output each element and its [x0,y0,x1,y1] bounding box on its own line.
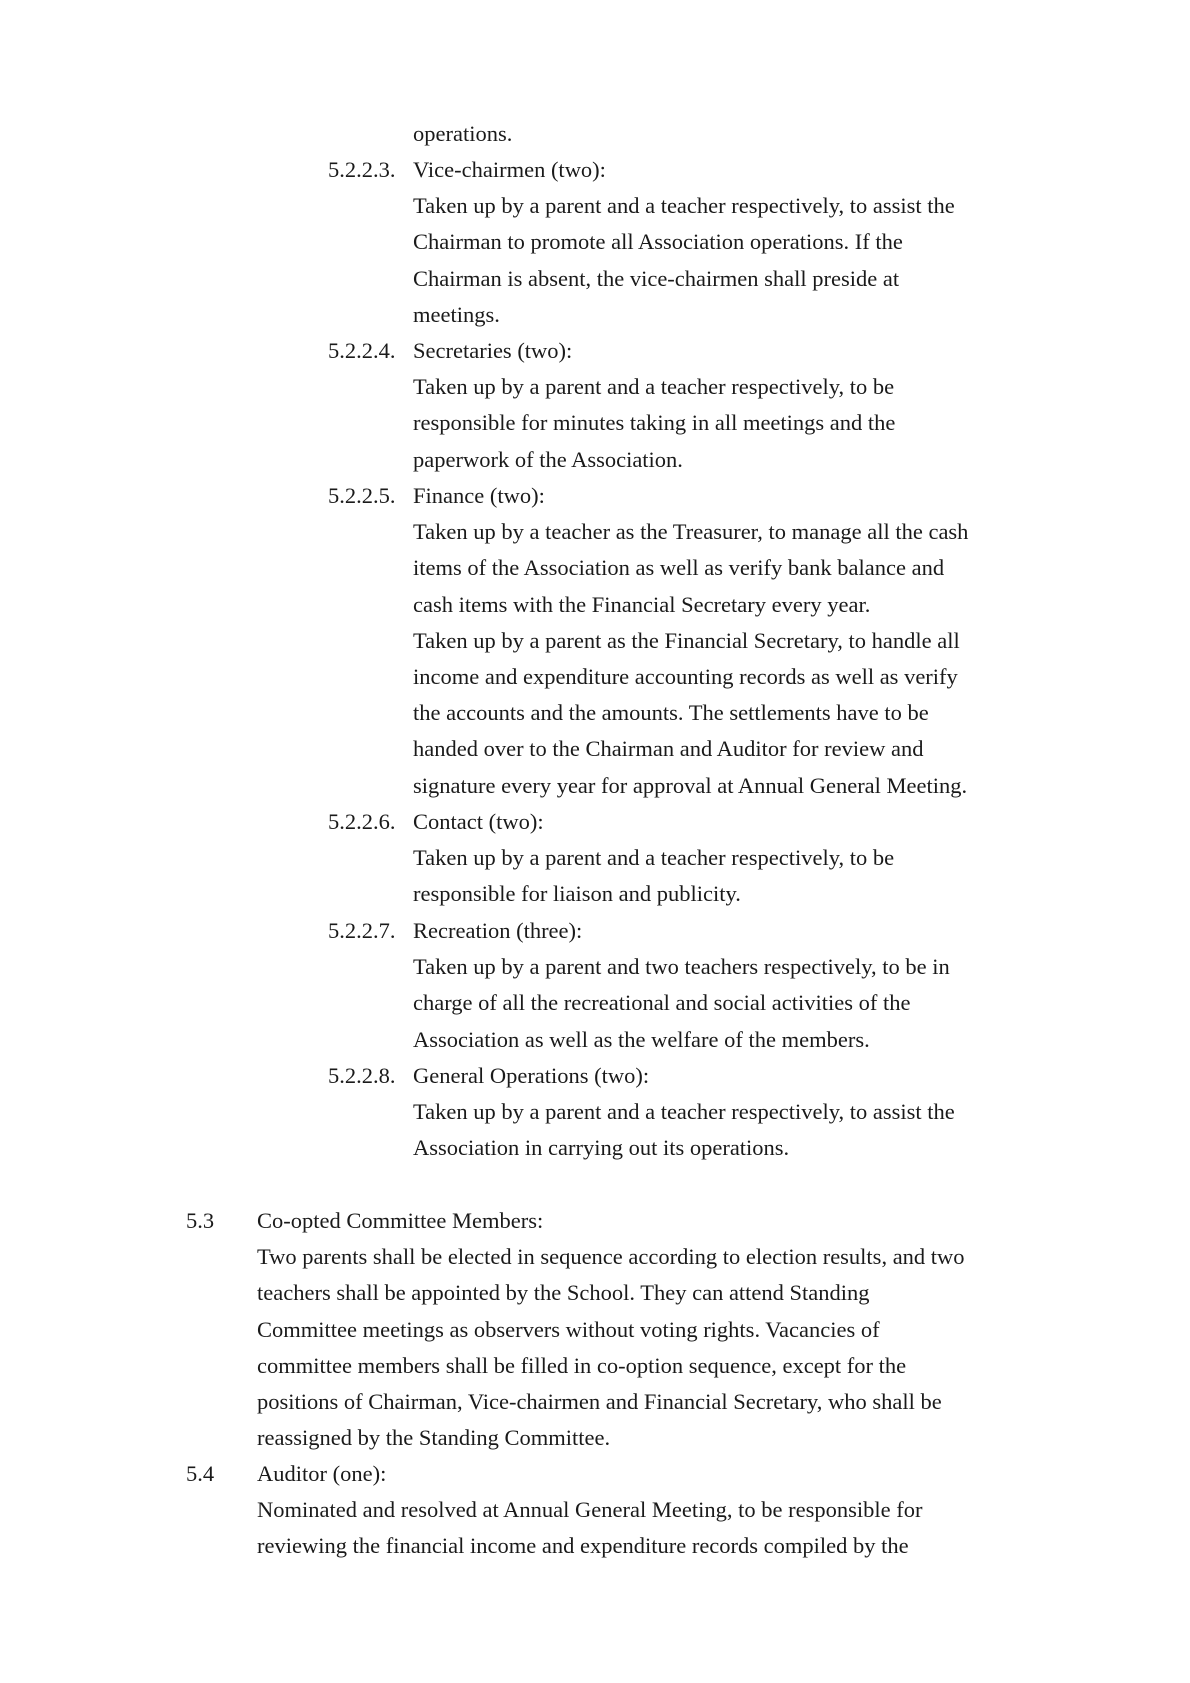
text-line: Taken up by a parent as the Financial Secretary, to handle all [413,627,960,653]
text-line: Chairman to promote all Association operations. If the [413,229,903,255]
text-line: items of the Association as well as verify bank balance and [413,555,945,581]
text-line: Taken up by a parent and a teacher respectively, to assist the [413,1099,955,1125]
text-line: Two parents shall be elected in sequence according to election results, and two [257,1244,965,1270]
text-line: responsible for minutes taking in all meetings and the [413,410,896,436]
subitem-heading: Recreation (three): [413,918,583,943]
text-line: Taken up by a parent and two teachers respectively, to be in [413,954,950,980]
text-line: Association as well as the welfare of the members. [413,1026,870,1052]
text-line: positions of Chairman, Vice-chairmen and Financial Secretary, who shall be [257,1388,942,1414]
text-line: reassigned by the Standing Committee. [257,1425,611,1451]
section-number: 5.3 [186,1208,215,1233]
subitem-number: 5.2.2.5. [328,483,396,508]
section-number: 5.4 [186,1461,215,1486]
section-heading: Co-opted Committee Members: [257,1208,544,1233]
text-line: Taken up by a parent and a teacher respectively, to be [413,374,895,400]
subitem-number: 5.2.2.4. [328,338,396,363]
text-line: handed over to the Chairman and Auditor for review and [413,736,924,762]
subitem-heading: General Operations (two): [413,1063,650,1088]
text-line: Nominated and resolved at Annual General Meeting, to be responsible for [257,1497,923,1523]
text-line: income and expenditure accounting records as well as verify [413,663,958,689]
text-line: reviewing the financial income and expenditure records compiled by the [257,1533,909,1559]
text-line: responsible for liaison and publicity. [413,881,741,907]
continuation-text [413,116,1053,152]
text-line: Taken up by a parent and a teacher respectively, to be [413,845,895,871]
section-heading: Auditor (one): [257,1461,387,1486]
text-line: cash items with the Financial Secretary every year. [413,591,871,617]
subitem-heading: Secretaries (two): [413,338,573,363]
text-line: charge of all the recreational and social activities of the [413,990,911,1016]
text-line: the accounts and the amounts. The settlements have to be [413,700,929,726]
text-line: Chairman is absent, the vice-chairmen shall preside at [413,265,900,291]
subitem-number: 5.2.2.6. [328,809,396,834]
subitem-heading: Contact (two): [413,809,544,834]
text-line: Committee meetings as observers without voting rights. Vacancies of [257,1316,880,1342]
text-line: meetings. [413,301,500,327]
text-line: committee members shall be filled in co-option sequence, except for the [257,1352,907,1378]
text-line: signature every year for approval at Annual General Meeting. [413,772,968,798]
text-line: Association in carrying out its operations. [413,1135,790,1161]
text-line: operations. [413,121,513,146]
text-line: teachers shall be appointed by the School. They can attend Standing [257,1280,870,1306]
text-line: paperwork of the Association. [413,446,683,472]
text-line: Taken up by a parent and a teacher respectively, to assist the [413,193,955,219]
subitem-number: 5.2.2.7. [328,918,396,943]
subitem-heading: Vice-chairmen (two): [413,157,606,182]
subitem-number: 5.2.2.3. [328,157,396,182]
subitem-number: 5.2.2.8. [328,1063,396,1088]
text-line: Taken up by a teacher as the Treasurer, to manage all the cash [413,519,969,545]
subitem-heading: Finance (two): [413,483,545,508]
